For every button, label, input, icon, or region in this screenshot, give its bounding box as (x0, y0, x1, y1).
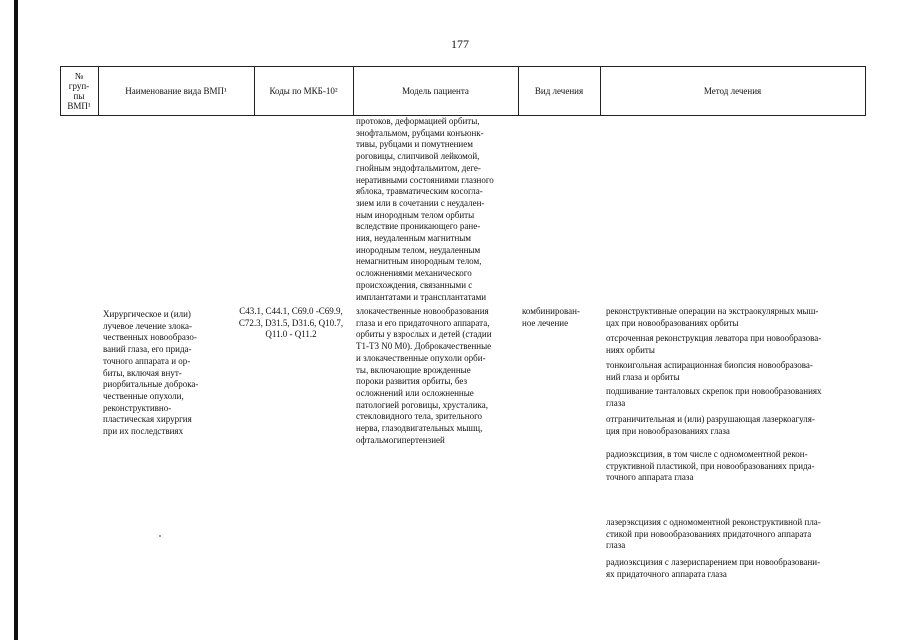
col-header-name: Наименование вида ВМП¹ (125, 86, 227, 96)
method-item: отграничительная и (или) разрушающая лазеркоагуля- ция при новообразованиях глаза (606, 414, 815, 436)
col-header-codes: Коды по МКБ-10² (269, 86, 338, 96)
method-item: тонкоигольная аспирационная биопсия новообразова- ний глаза и орбиты (606, 360, 813, 382)
row-name: Хирургическое и (или) лучевое лечение злока- чественных новообразо- ваний глаза, его прида- точного аппарата и ор- биты, включая внут- риорбитальные доброка- чественные опухоли, реконструктивно- пластическая хирургия при их последствиях (103, 309, 199, 437)
header-divider (865, 66, 866, 116)
method-item: радиоэксцизия, в том числе с одномоментной рекон- структивной пластикой, при новообразованиях прида- точного аппарата глаза (606, 449, 815, 483)
scan-edge-shadow (14, 0, 18, 640)
row-treatment: комбинирован- ное лечение (522, 306, 580, 328)
continued-model-text: протоков, деформацией орбиты, энофтальмом, рубцами конъюнк- тивы, рубцами и помутнением роговицы, слипчивой лейкомой, гнойным эндофтальмитом, деге- неративными состояниями глазного яблока, травматическим косогла- зием или в сочетании с неудален- ным инородным телом орбиты вследствие проникающего ране- ния, неудаленным магнитным инородным телом, неудаленным немагнитным инородным телом, осложнениями механического происхождения, связанными с имплантатами и трансплантатами (356, 116, 494, 302)
method-item: радиоэксцизия с лазериспарением при новообразовани- ях придаточного аппарата глаза (606, 557, 821, 579)
method-item: лазерэксцизия с одномоментной реконструктивной пла- стикой при новообразованиях придаточного аппарата глаза (606, 517, 821, 551)
col-header-group: № груп- пы ВМП¹ (67, 71, 91, 111)
table-header (60, 66, 866, 116)
col-header-treatment: Вид лечения (534, 86, 584, 96)
row-model: злокачественные новообразования глаза и его придаточного аппарата, орбиты у взрослых и детей (стадии T1-T3 N0 M0). Доброкачественные и злокачественные опухоли орби- ты, включающие врожденные пороки развития орбиты, без осложнений или осложненные патологией роговицы, хрусталика, стекловидного тела, зрительного нерва, глазодвигательных мышц, офтальмогипертензией (356, 306, 492, 445)
col-header-method: Метод лечения (703, 86, 762, 96)
row-codes: C43.1, C44.1, C69.0 -C69.9, C72.3, D31.5, D31.6, Q10.7, Q11.0 - Q11.2 (238, 306, 344, 340)
method-item: реконструктивные операции на экстраокулярных мыш- цах при новообразованиях орбиты (606, 306, 819, 328)
method-item: подшивание танталовых скрепок при новообразованиях глаза (606, 386, 822, 408)
method-item: отсроченная реконструкция леватора при новообразова- ниях орбиты (606, 333, 822, 355)
page-number: 177 (451, 37, 469, 51)
scan-speck (159, 535, 161, 537)
col-header-model: Модель пациента (402, 86, 469, 96)
